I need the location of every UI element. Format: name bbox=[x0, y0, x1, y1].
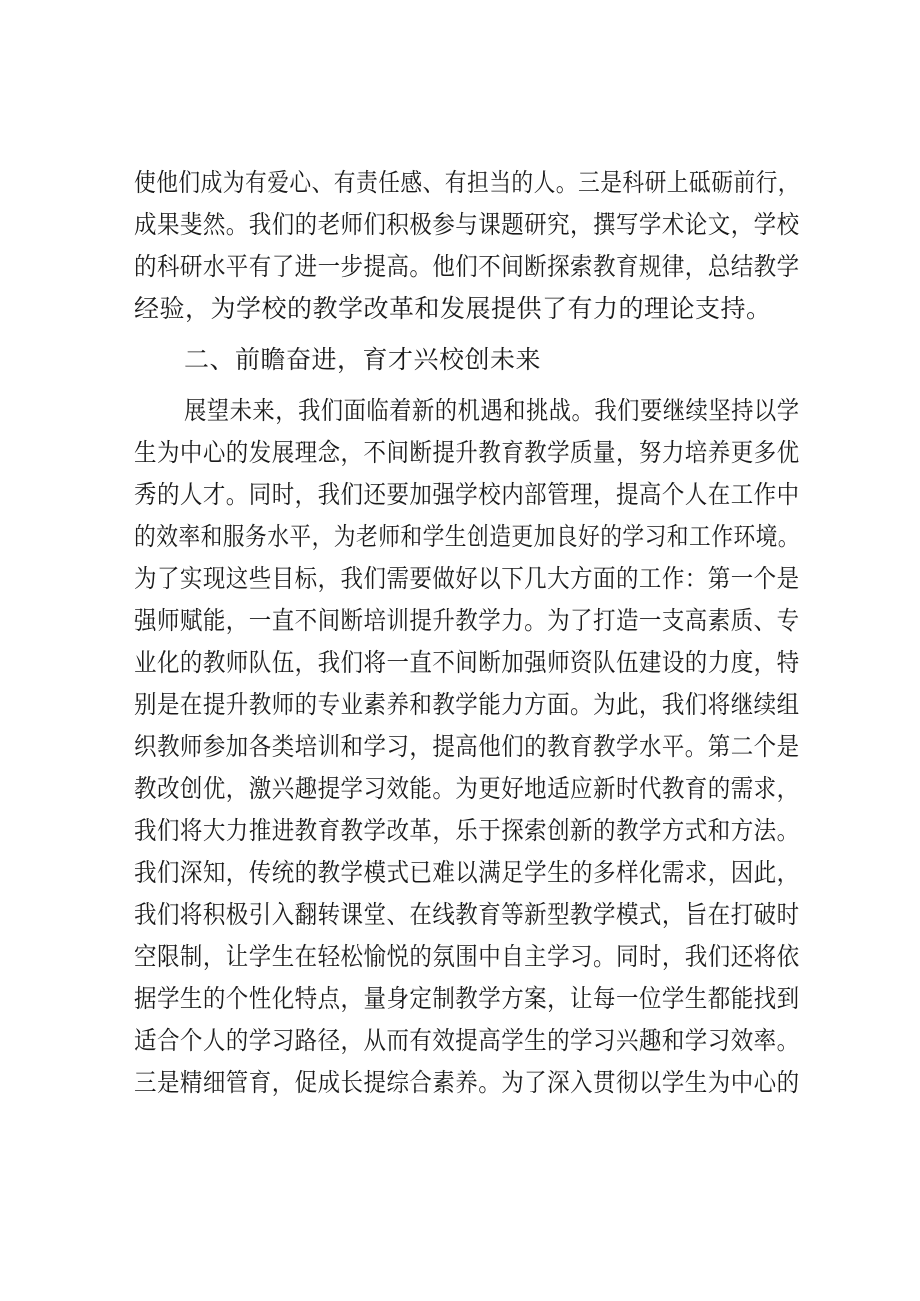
text-line: 强师赋能，一直不间断培训提升教学力。为了打造一支高素质、专 bbox=[134, 606, 800, 635]
text-line: 业化的教师队伍，我们将一直不间断加强师资队伍建设的力度，特 bbox=[134, 648, 800, 677]
text-line: 的效率和服务水平，为老师和学生创造更加良好的学习和工作环境。 bbox=[134, 522, 801, 551]
section-heading: 二、前瞻奋进，育才兴校创未来 bbox=[184, 345, 542, 374]
text-line: 的科研水平有了进一步提高。他们不间断探索教育规律，总结教学 bbox=[134, 252, 800, 281]
text-line: 我们将大力推进教育教学改革，乐于探索创新的教学方式和方法。 bbox=[134, 816, 800, 845]
text-line: 据学生的个性化特点，量身定制教学方案，让每一位学生都能找到 bbox=[134, 984, 800, 1013]
text-line: 秀的人才。同时，我们还要加强学校内部管理，提高个人在工作中 bbox=[134, 480, 800, 509]
text-line: 别是在提升教师的专业素养和教学能力方面。为此，我们将继续组 bbox=[134, 690, 800, 719]
text-line: 空限制，让学生在轻松愉悦的氛围中自主学习。同时，我们还将依 bbox=[134, 942, 800, 971]
text-line: 生为中心的发展理念，不间断提升教育教学质量，努力培养更多优 bbox=[134, 438, 800, 467]
text-line: 经验，为学校的教学改革和发展提供了有力的理论支持。 bbox=[134, 294, 772, 323]
text-line: 我们深知，传统的教学模式已难以满足学生的多样化需求，因此， bbox=[134, 858, 800, 887]
text-line: 适合个人的学习路径，从而有效提高学生的学习兴趣和学习效率。 bbox=[134, 1026, 800, 1055]
text-line: 织教师参加各类培训和学习，提高他们的教育教学水平。第二个是 bbox=[134, 732, 800, 761]
text-line: 我们将积极引入翻转课堂、在线教育等新型教学模式，旨在打破时 bbox=[134, 900, 800, 929]
text-line: 教改创优，激兴趣提学习效能。为更好地适应新时代教育的需求， bbox=[134, 774, 800, 803]
text-line: 三是精细管育，促成长提综合素养。为了深入贯彻以学生为中心的 bbox=[134, 1068, 800, 1097]
text-line: 成果斐然。我们的老师们积极参与课题研究，撰写学术论文，学校 bbox=[134, 210, 800, 239]
text-line: 使他们成为有爱心、有责任感、有担当的人。三是科研上砥砺前行， bbox=[134, 168, 801, 197]
text-line: 为了实现这些目标，我们需要做好以下几大方面的工作：第一个是 bbox=[134, 564, 800, 593]
text-line: 展望未来，我们面临着新的机遇和挑战。我们要继续坚持以学 bbox=[184, 396, 800, 425]
